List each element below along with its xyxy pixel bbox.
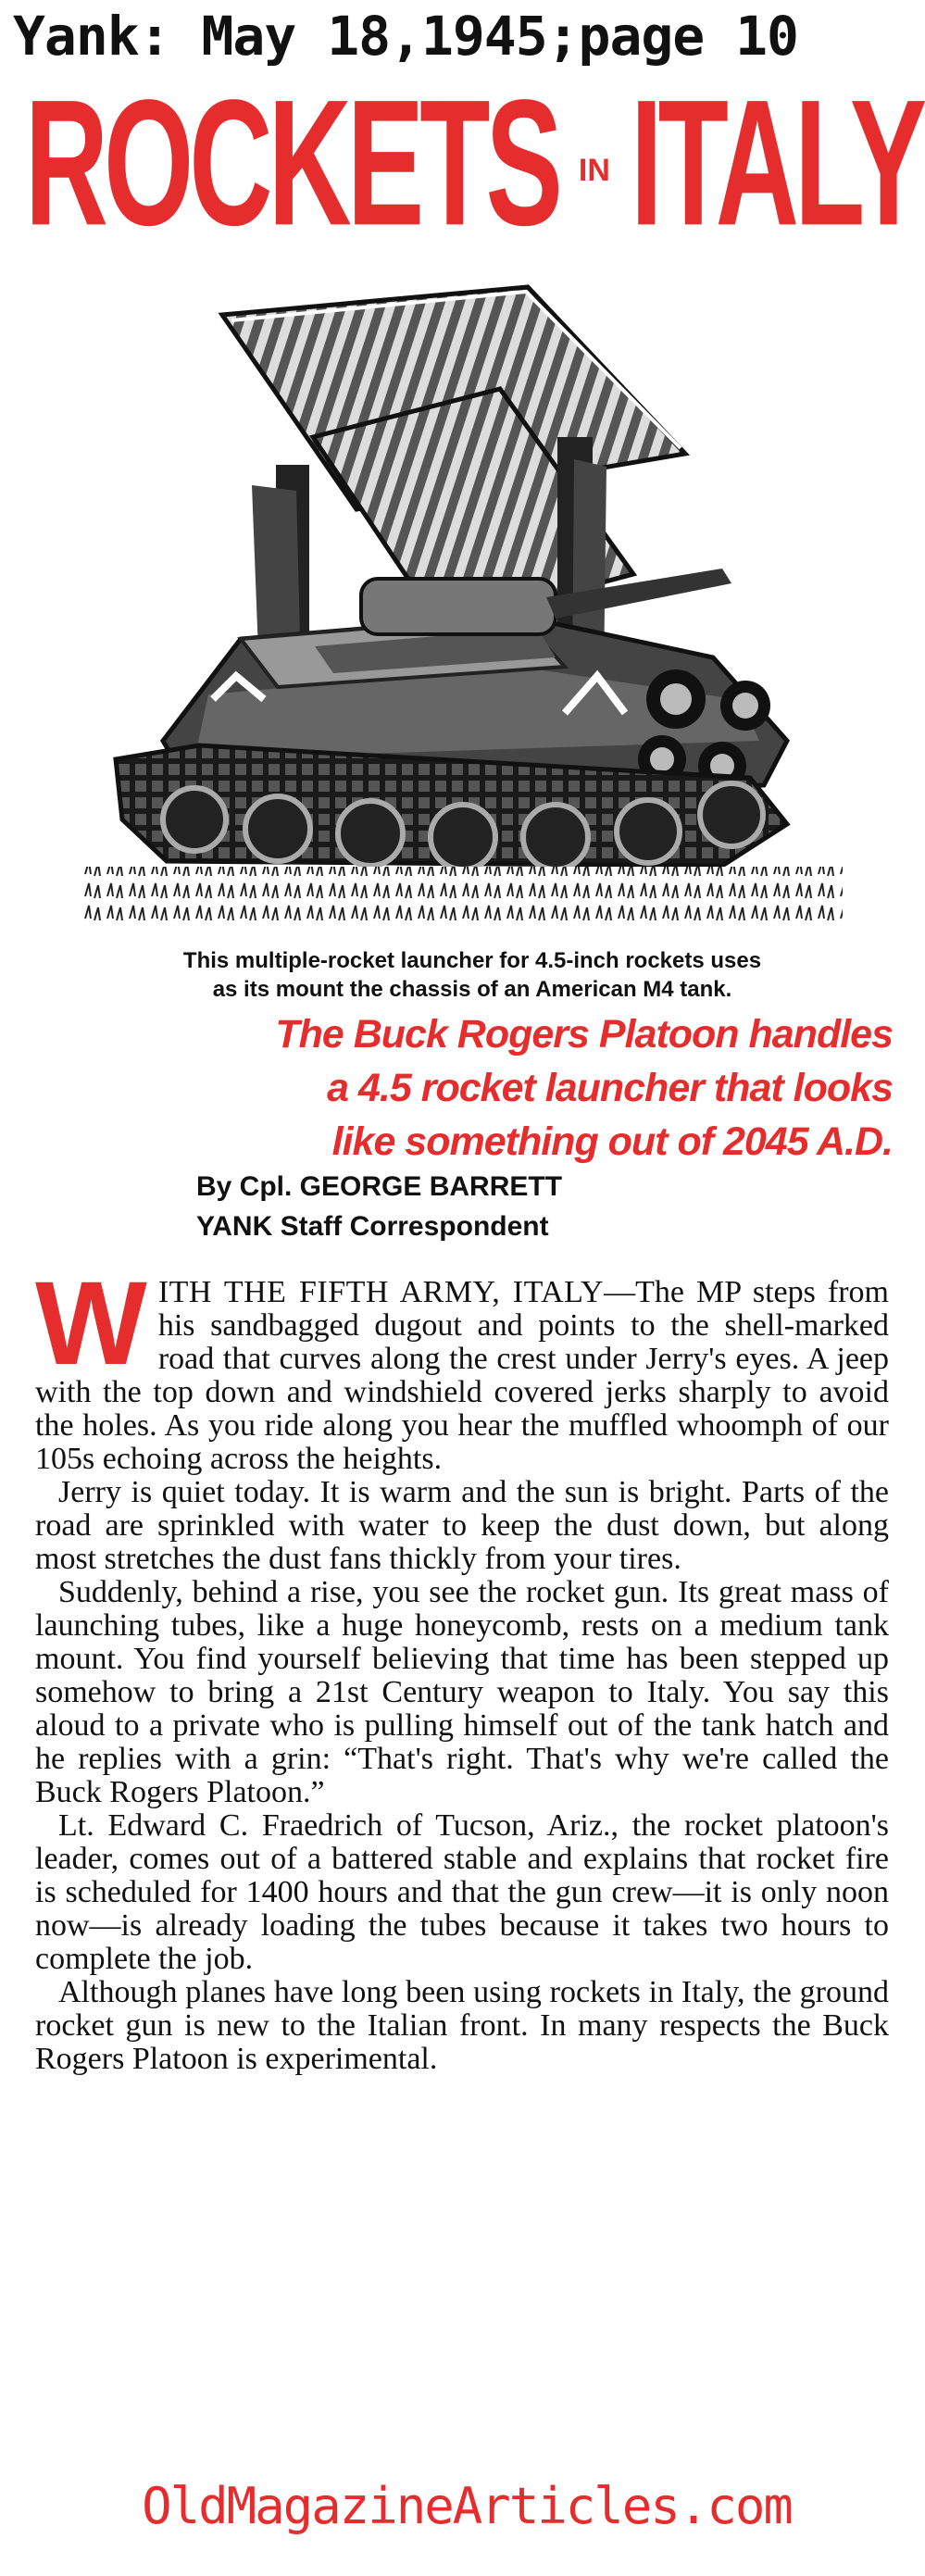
author-role: YANK Staff Correspondent [196, 1211, 549, 1242]
article-paragraph: Suddenly, behind a rise, you see the rocket gun. Its great mass of launching tubes, like a huge honeycomb, rests on a medium tank mount. You find yourself believing that time has been stepped up somehow to bring a 21st Century weapon to Italy. You say this aloud to a private who is pulling himself out of the tank hatch and he replies with a grin: “That's right. That's why we're called the Buck Rogers Platoon.” [35, 1575, 889, 1809]
deck-line: like something out of 2045 A.D. [331, 1119, 893, 1164]
caption-line: This multiple-rocket launcher for 4.5-inch rockets uses [182, 948, 762, 973]
drop-cap: W [35, 1257, 147, 1390]
tank-rocket-launcher-icon [83, 278, 843, 926]
tank-rocket-launcher-photo [83, 278, 843, 926]
source-header: Yank: May 18,1945;page 10 [13, 5, 798, 68]
deck-line: The Buck Rogers Platoon handles [275, 1012, 893, 1057]
dateline: ITH THE FIFTH ARMY, ITALY [157, 1275, 605, 1309]
article-paragraph [35, 1257, 889, 1476]
headline-in: IN [578, 153, 610, 188]
paragraph-text: —The MP steps from his sandbagged dugout and points to the shell-marked road that curves along the crest under Jerry's eyes. A jeep with the top down and windshield covered jerks sharply to avoid the holes. As you ride along you hear the muffled whoomph of our 105s echoing across the heights. [35, 1275, 889, 1476]
article-deck [96, 1007, 893, 1169]
headline-rockets: ROCKETS [24, 63, 558, 263]
article-paragraph: Lt. Edward C. Fraedrich of Tucson, Ariz., the rocket platoon's leader, comes out of a battered stable and explains that rocket fire is scheduled for 1400 hours and that the gun crew—it is only noon now—is already loading the tubes because it takes two hours to complete the job. [35, 1808, 889, 1976]
author-name: By Cpl. GEORGE BARRETT [196, 1171, 563, 1202]
headline-italy: ITALY [630, 63, 923, 263]
byline [196, 1167, 798, 1246]
source-watermark: OldMagazineArticles.com [142, 2477, 792, 2535]
article-paragraph: Jerry is quiet today. It is warm and the sun is bright. Parts of the road are sprinkled with water to keep the dust down, but along most stretches the dust fans thickly from your tires. [35, 1475, 889, 1576]
article-paragraph: Although planes have long been using rockets in Italy, the ground rocket gun is new to the Italian front. In many respects the Buck Rogers Platoon is experimental. [35, 1975, 889, 2076]
article-body [35, 1257, 889, 2076]
caption-line: as its mount the chassis of an American M4 tank. [212, 977, 732, 1002]
deck-line: a 4.5 rocket launcher that looks [327, 1066, 893, 1110]
headline [24, 63, 923, 263]
photo-caption [67, 946, 878, 1004]
